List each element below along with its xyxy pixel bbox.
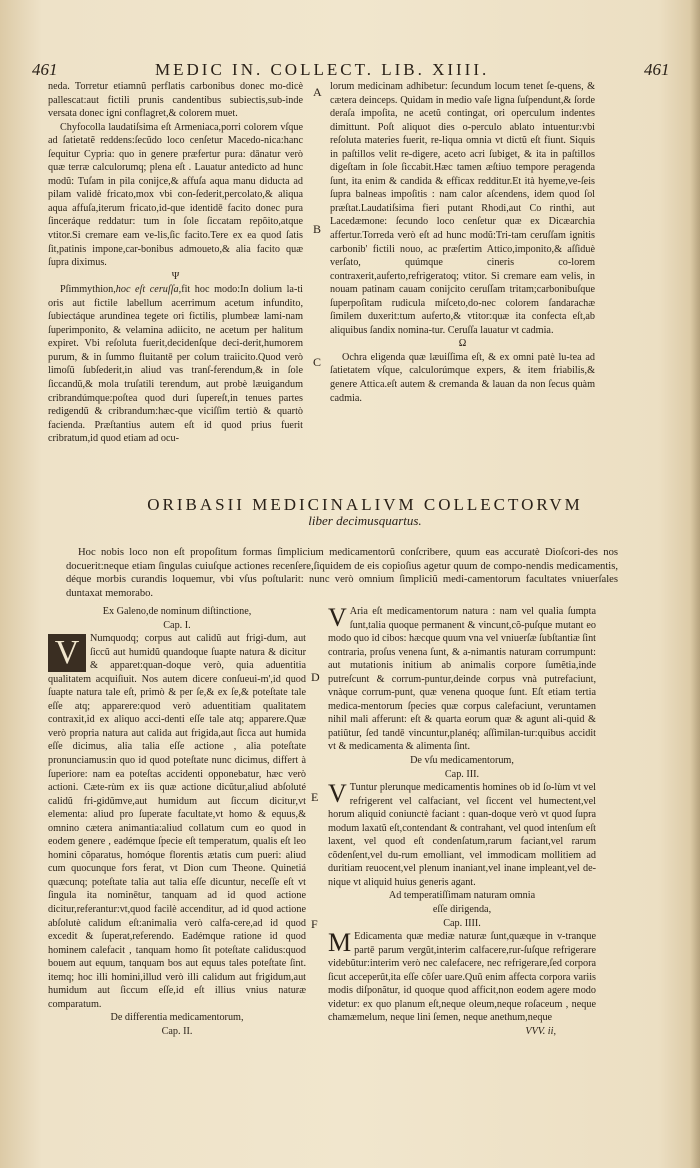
paragraph [48, 283, 303, 446]
chapter-heading: De vſu medicamentorum, [410, 755, 514, 767]
paragraph [328, 930, 596, 1025]
paragraph-text: Numquodq; corpus aut calidũ aut frigi-dum, aut ſiccũ aut humidũ quandoque ſuapte natura & dicitur & apparet:quan-doque verò, quia aduentitia qualitatem acquiſiuit. Nos autem dicere conſueui-m',id quod ſuapte natura tale eſt, primò & per ſe,& ex ſe,& poteſtate tale eſſe atq; apparere:quod verò aduentitiam qualitatem contraxit,id ex aliquo acci-denti eſſe tale atq; apparere.Quæ verò propria natura aut calida aut frigida,aut ſicca aut humida eſſe dicimus, alia talia eſſe actione , alia poteſtate pronunciamus:in quo id quod poteſtate nunc dicimus, differt à ſuperiore: nam ea poteſtas accidenti opponebatur, hæc verò actioni. Cæte-rùm ex iis quæ actione dicũtur,aliud abſoluté calidũ fri-gidũmve,aut humidum aut ſiccum dicitur,vt elementa: aliud pro ſuperate facultate,vt homo & equus,& omnino cætera animantia:aliud collatum cum eo quod in eodem genere , eadémque ſpecie eſt temperatum, qualis eſt leo homini cõparatus, homóque florentis ætatis cum pueri: aliud cum quocunque fors ferat, vt Dion cum Theone. Quinetiá quæcunq; poteſtate talia aut talia eſſe dicuntur, neceſſe eſt vt ſingula ita nominētur, tanquam ad id quod actione dicitur,referantur:vt,quod facilè accenditur, ad id quod actione abſolutè calidum eſt:animalia verò calfa-cere,ad id quod excedit & ſuperat,referendo. Eadémque ratione id quod hominem calefacit , tanquam homo ſit poteſtate calidus:quod bouem aut equum, tanquam bos aut equus tales poteſtate ſint. itemq; hoc illi homini,illud verò illi calidum aut frigidum,aut humidum aut ſiccum eſſe,id eſt illius vnius naturæ comparatum. [48, 633, 306, 1010]
chapter-heading: Ex Galeno,de nominum diſtinctione, [102, 606, 252, 617]
term: Pſimmythion, [60, 284, 116, 296]
book-subtitle: liber decimusquartus. [308, 513, 422, 528]
column-bottom-left [48, 605, 306, 1039]
chapter-number: Cap. IIII. [443, 917, 481, 929]
paragraph: Ochra eligenda quæ læuiſſima eſt, & ex omni patè lu-tea ad ſatietatem vſque, calculorúmque expers, & item friabilis,& genere Attica.eſt autem & cremanda & lauan da non ſecus quàm cadmia. [330, 351, 595, 404]
section-mark-omega: Ω [458, 338, 467, 350]
chapter-heading: eſſe dirigenda, [432, 904, 492, 916]
margin-letter-a: A [313, 85, 322, 99]
initial-letter: M [328, 928, 352, 958]
paragraph [48, 632, 306, 1011]
paragraph-text: Aria eſt medicamentorum natura : nam vel qualia ſumpta ſunt,talia quoque permanent & vincunt,cõ-puſque mutant eo modo quo id cibos: hæcque quum vna vel vniuerſæ ſubſtantiæ ſint contraria, proſus venena ſunt, & a-nimantis naturam corrumpunt: aut mutationis initium ab animalis corpore ſumẽtia,inde putreſcunt & corrum-puntur,deinde corpus vnà putrefaciunt, vnàque corrum-punt, quæ venena quoque ſunt. Eſt etiam tertia medica-mentorum ſpecies quæ corpus calefaciunt, veruntamen nihil mali afferunt: eſt & quarta eorum quæ & agunt ali-quid & patiũtur, ſed tandē vincuntur,planéq; aſſimilan-tur:quibus accidit vt & medicamenta & alimenta ſint. [328, 606, 596, 753]
page-edge-shadow [690, 0, 700, 1168]
chapter-number: Cap. I. [163, 619, 191, 631]
initial-letter: V [328, 603, 347, 632]
running-title: MEDIC IN. COLLECT. LIB. XIIII. [155, 60, 490, 79]
column-top-right [330, 80, 595, 405]
paragraph: lorum medicinam adhibetur: ſecundum locum tenet ſe-quens, & cætera deinceps. Quidam in medio vaſe ligna ſuſpendunt,& ſorde deraſa impoſita, ne acetũ contingat, ori operculum indentes dimittunt. Poſt aliquot dies o-perculo ablato intuentur:vbi reſoluta materies fuerit, re-liqua omnia vt dictũ eſt fiunt. Siquis in paſtillos velit re-digere, aceto acri ſubiget, & ita in paſtillos digeſtam in ſole ſiccabit.Hæc tamen æſtiuo tempore peragenda ſunt, ita enim & candida & efficax redditur.Et ità hyeme,ve-ſeis ſupra balneas impoſitis : nam calor aſcendens, idem quod ſol præſtat.Laudatiſsima fieri putant Rhodi,aut Co rinthi, aut Lacedæmone: ſecundo loco cenſetur quæ ex Dicæarchia affertur.Torreda verò eſt ad hunc modũ:Tri-tam ceruſſam ignitis carbonib' fictili nouo, ac præſertim Attico,imponito,& aſſiduè verſato, quúmque cineris co-lorem contraxerit,auferto,refrigeratoq; vtitor. Si cremare eam velis, in nouam patinam cauam conijcito ceruſſam tritam;carbonibuſque ſuperpoſitam rudicula miſceto,do-nec colorem ſandarachæ ſimilem duxerit:tum auferto,& vtitor:quæ ita confecta eſt,ab aliquibus ſandix nomina-tur. Ceruſſa lauatur vt cadmia. [330, 81, 595, 336]
chapter-number: Cap. II. [161, 1025, 193, 1037]
page-header [0, 60, 700, 82]
paragraph: Chyfocolla laudatiſsima eſt Armeniaca,porri colorem vſque ad ſatietatẽ reddens:ſecũdo loco cenſetur Macedo-nica:hanc ſequitur Cypria: quo in genere præfertur pura: dānatur verò quæ terræ calculorumq; plena eſt . Lauatur antedicto ad hunc modũ: Tuſam in pila conijce,& affuſa aqua manu diducta ad pilam validè fricato,mox vbi con-ſederit,percolato,& aliqua aqua affuſa,iterum fricato,id-que identidē facito donec pura ſinceráque reddatur: tum in ſole ſiccatam repõito,atque vtitor.Si cremare eam ve-lis,ſic facito.Tere ex ea quod ſatis ſit,patinis impone,car-bonibus admoueto,& alia facito quæ ſupra diximus. [48, 121, 303, 269]
book-intro: Hoc nobis loco non eſt propoſitum formas ſimplicium medicamentorũ conſcribere, quum eas accuratè Dioſcori-des nos docuerit:neque etiam ſingulas cuiuſque actiones recenſere,ſiquidem de eis copioſius agetur quum de compo-nendis medicamentis, déque morbis curandis loquemur, vbi vſus poſtularit: nunc verò omnium ſimpliciũ medi-camentorum facultates vniuerſales duntaxat memorabo. [66, 547, 618, 599]
page-number-left: 461 [32, 60, 58, 79]
term-gloss: hoc eſt ceruſſa, [115, 284, 182, 296]
paragraph-text: Tuntur plerunque medicamentis homines ob id ſo-lùm vt vel refrigerent vel calfaciant, vel ſiccent vel humectent,vel horum aliquid coniunctè faciant : quan-doque verò vt quod ſupra modum laxatũ eſt,contendant & contrahant, vel quod intenſum eſt laxent, vel quod eſt condenſatum,rarum faciant,vel rarum cõdenſent,vel du-rum emolliant, vel immodicam mollitiem ad duritiam reuocent,vel plenum inaniant,vel inane impleant,vel de-nique vt aliquid huius generis agant. [328, 782, 596, 888]
paragraph: neda. Torretur etiamnũ perflatis carbonibus donec mo-dicè pallescat:aut fictili prunis candentibus subiectis,sub-inde versata donec igni conflagret,& colorem muet. [48, 81, 303, 120]
margin-letter-f: F [311, 917, 318, 931]
drop-cap: V [48, 634, 86, 672]
paragraph-text: Edicamenta quæ mediæ naturæ ſunt,quæque in v-tranque partē parum vergũt,interim calfacere,rur-ſuſque refrigerare videbũtur:interim verò nec calefacere, nec refrigerare,ſed corpora ſicut acceperũt,ita eſſe cõſer uare.Quũ enim affecta corpora variis modis diſponãtur, id quoque quod afficit,non eodem agere modo videtur: ex quo planum eſt,neque oleum,neque roſaceum , neque chamæmelum, neque lini ſemen, neque anethum,neque [328, 931, 596, 1024]
page-number-right: 461 [644, 60, 670, 79]
margin-letter-b: B [313, 222, 322, 236]
initial-letter: V [328, 779, 347, 809]
column-bottom-right [328, 605, 596, 1039]
margin-letter-e: E [311, 790, 319, 804]
paragraph [328, 781, 596, 889]
paragraph-text: fit hoc modo:In dolium la-ti oris aut fictile labellum acerrimum acetum infundito, ſubiectáque arundinea tegete ori fictilis, plumbeæ lami-nam ſuperimponito, & velamina adiicito, ne acetum per halitum expiret. Vbi reſoluta fuerit,decidenſque deci-derit,humorem purum, & in ſummo fluitantē per colum traiicito.Quod verò limoſũ ſubſederit,in aliud vas tranſ-ferendum,& in ſole ſiccandũ,& mola truſatili terendum, aut probè læuigandum cribrandúmque:poſtea quod duri ſupereſt,in tenues partes redigendũ & cribrandum:hæc-que viciſſim tertiò & quartò facienda. Præſtantius autem eſt id quod prius fuerit cribratum,id quod etiam ad ocu- [48, 284, 303, 445]
signature-mark: VVV. ii, [525, 1025, 556, 1037]
chapter-heading: De differentia medicamentorum, [110, 1012, 244, 1024]
margin-letter-d: D [311, 670, 320, 684]
book-title: ORIBASII MEDICINALIVM COLLECTORVM [147, 495, 583, 514]
chapter-number: Cap. III. [444, 768, 480, 780]
margin-letter-c: C [313, 355, 322, 369]
chapter-heading: Ad temperatiſſimam naturam omnia [388, 890, 536, 902]
section-mark-psi: Ψ [171, 270, 180, 282]
paragraph [328, 605, 596, 754]
column-top-left [48, 80, 303, 446]
